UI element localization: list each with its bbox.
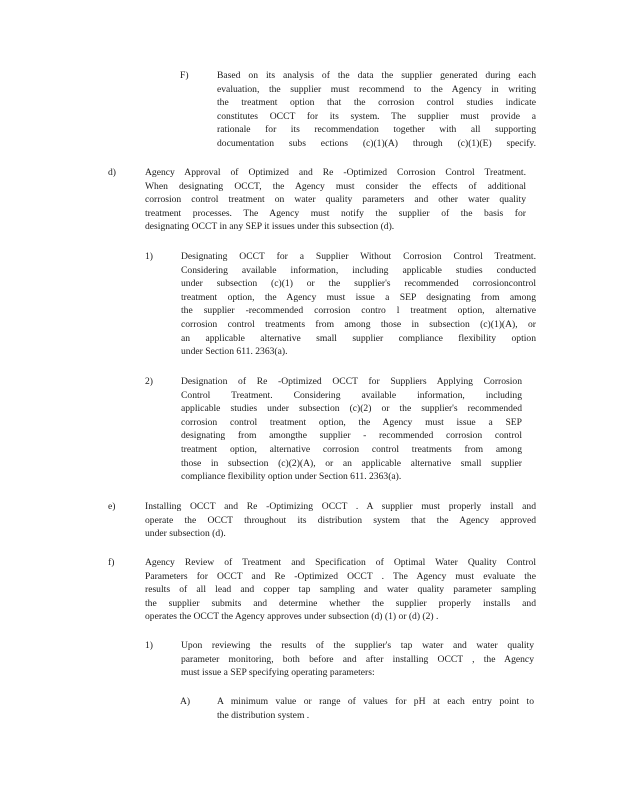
text-line: designating OCCT in any SEP it issues under this subsection (d). — [145, 221, 395, 233]
text-line: results of all lead and copper tap sampling and water quality parameter sampling — [145, 584, 536, 596]
text-line: Agency Approval of Optimized and Re -Optimized Corrosion Control Treatment. — [145, 167, 526, 178]
text-line: Designating OCCT for a Supplier Without Corrosion Control Treatment. — [181, 251, 536, 262]
paragraph-label-F: F) — [180, 70, 189, 81]
text-line: under subsection (d). — [145, 528, 226, 540]
text-line: treatment processes. The Agency must notify the supplier of the basis for — [145, 207, 526, 219]
text-line: operates the OCCT the Agency approves under subsection (d) (1) or (d) (2) . — [145, 611, 439, 623]
text-line: the distribution system . — [217, 709, 310, 721]
text-line: the treatment option that the corrosion control studies indicate — [217, 97, 536, 109]
text-line: When designating OCCT, the Agency must consider the effects of additional — [145, 180, 526, 192]
paragraph-F — [217, 69, 536, 151]
paragraph-label-d: d) — [108, 167, 116, 178]
paragraph-f — [145, 556, 536, 624]
text-line: under Section 611. 2363(a). — [181, 346, 288, 358]
text-line: Designation of Re -Optimized OCCT for Suppliers Applying Corrosion — [181, 376, 522, 387]
paragraph-d2 — [181, 375, 522, 484]
paragraph-e — [145, 500, 536, 541]
paragraph-label-e: e) — [108, 501, 116, 512]
text-line: the supplier submits and determine whether the supplier properly installs and — [145, 597, 536, 609]
text-line: must issue a SEP specifying operating parameters: — [181, 667, 375, 679]
text-line: compliance flexibility option under Section 611. 2363(a). — [181, 471, 402, 483]
text-line: Installing OCCT and Re -Optimizing OCCT . A supplier must properly install and — [145, 501, 536, 512]
text-line: corrosion control treatment on water quality parameters and other water quality — [145, 194, 526, 206]
text-line: A minimum value or range of values for pH at each entry point to — [217, 696, 534, 707]
text-line: evaluation, the supplier must recommend to the Agency in writing — [217, 83, 536, 95]
paragraph-d — [145, 166, 526, 234]
paragraph-label-d2: 2) — [145, 376, 153, 387]
paragraph-f1A — [217, 695, 534, 722]
text-line: Based on its analysis of the data the supplier generated during each — [217, 70, 536, 81]
text-line: constitutes OCCT for its system. The supplier must provide a — [217, 110, 536, 122]
text-line: corrosion control treatment option, the Agency must issue a SEP — [181, 416, 522, 428]
text-line: parameter monitoring, both before and after installing OCCT , the Agency — [181, 653, 534, 665]
text-line: those in subsection (c)(2)(A), or an applicable alternative small supplier — [181, 457, 522, 469]
text-line: an applicable alternative small supplier compliance flexibility option — [181, 332, 536, 344]
text-line: Agency Review of Treatment and Specification of Optimal Water Quality Control — [145, 557, 536, 568]
paragraph-d1 — [181, 250, 536, 359]
text-line: treatment option, alternative corrosion control treatments from among — [181, 443, 522, 455]
paragraph-f1 — [181, 639, 534, 680]
paragraph-label-f1: 1) — [145, 640, 153, 651]
text-line: Upon reviewing the results of the supplier's tap water and water quality — [181, 640, 534, 651]
paragraph-label-f: f) — [108, 557, 115, 568]
text-line: designating from amongthe supplier - recommended corrosion control — [181, 430, 522, 442]
text-line: corrosion control treatments from among those in subsection (c)(1)(A), or — [181, 318, 536, 330]
text-line: Control Treatment. Considering available information, including — [181, 389, 522, 401]
text-line: documentation subs ections (c)(1)(A) through (c)(1)(E) specify. — [217, 137, 536, 149]
text-line: Considering available information, including applicable studies conducted — [181, 264, 536, 276]
text-line: the supplier -recommended corrosion contro l treatment option, alternative — [181, 305, 536, 317]
text-line: operate the OCCT throughout its distribution system that the Agency approved — [145, 514, 536, 526]
paragraph-label-f1A: A) — [180, 696, 191, 707]
text-line: Parameters for OCCT and Re -Optimized OCCT . The Agency must evaluate the — [145, 570, 536, 582]
text-line: applicable studies under subsection (c)(2) or the supplier's recommended — [181, 403, 522, 415]
text-line: rationale for its recommendation together with all supporting — [217, 124, 536, 136]
text-line: under subsection (c)(1) or the supplier's recommended corrosioncontrol — [181, 278, 536, 290]
paragraph-label-d1: 1) — [145, 251, 153, 262]
text-line: treatment option, the Agency must issue a SEP designating from among — [181, 291, 536, 303]
